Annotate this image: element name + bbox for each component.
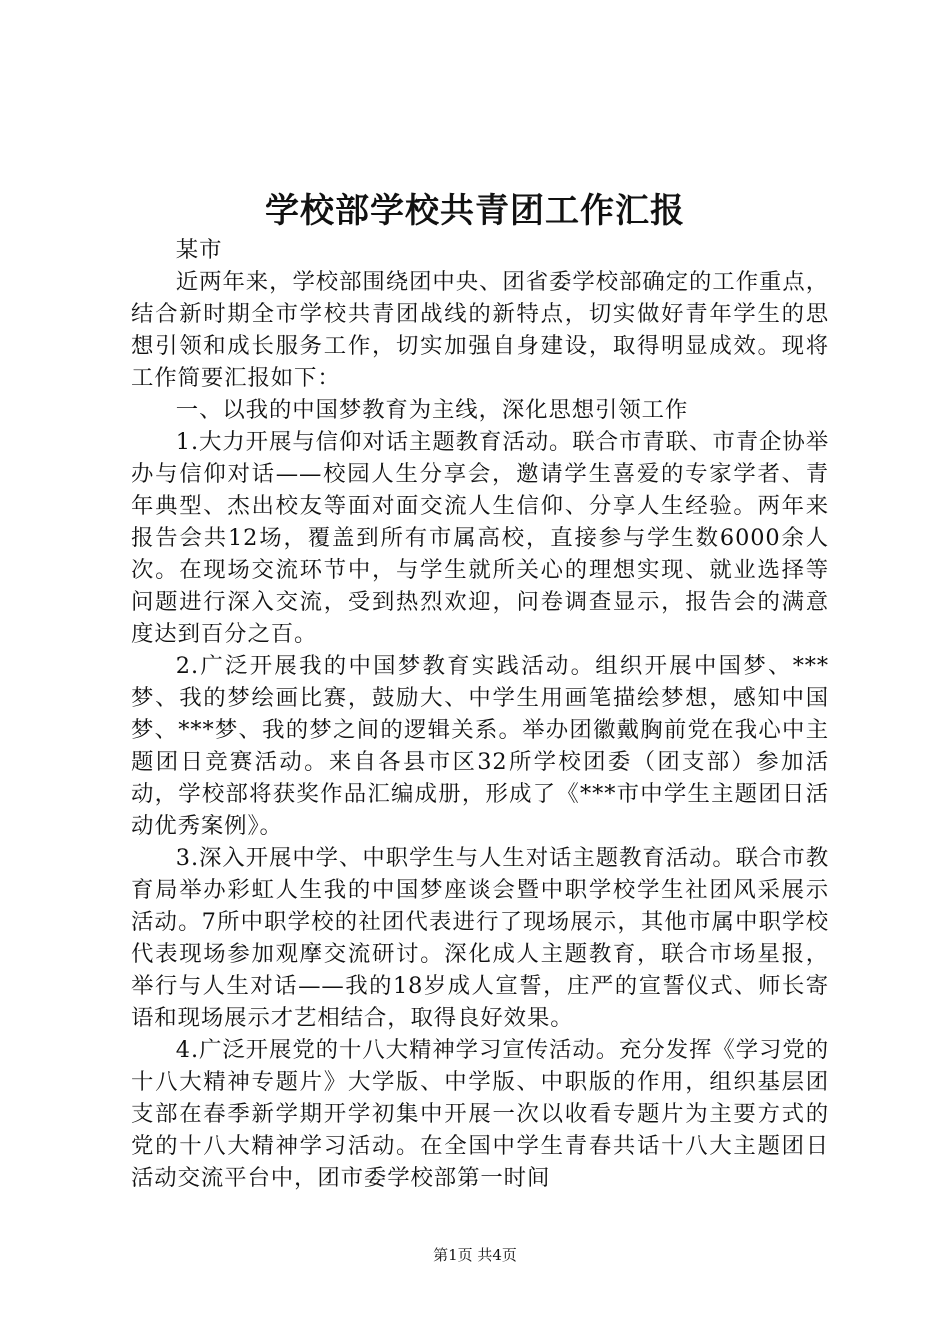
paragraph-intro: 近两年来，学校部围绕团中央、团省委学校部确定的工作重点，结合新时期全市学校共青团战线的新特点，切实做好青年学生的思想引领和成长服务工作，切实加强自身建设，取得明显成效。现将工作简要汇报如下： xyxy=(131,269,829,391)
document-body xyxy=(131,234,829,1194)
paragraph-item-4: 4.广泛开展党的十八大精神学习宣传活动。充分发挥《学习党的十八大精神专题片》大学版、中学版、中职版的作用，组织基层团支部在春季新学期开学初集中开展一次以收看专题片为主要方式的党的十八大精神学习活动。在全国中学生青春共话十八大主题团日活动交流平台中，团市委学校部第一时间 xyxy=(131,1037,829,1191)
document-title: 学校部学校共青团工作汇报 xyxy=(265,191,685,231)
paragraph-city: 某市 xyxy=(175,237,223,263)
paragraph-item-2: 2.广泛开展我的中国梦教育实践活动。组织开展中国梦、***梦、我的梦绘画比赛，鼓励大、中学生用画笔描绘梦想，感知中国梦、***梦、我的梦之间的逻辑关系。举办团徽戴胸前党在我心中主题团日竞赛活动。来自各县市区32所学校团委（团支部）参加活动，学校部将获奖作品汇编成册，形成了《***市中学生主题团日活动优秀案例》。 xyxy=(131,653,829,839)
paragraph-item-1: 1.大力开展与信仰对话主题教育活动。联合市青联、市青企协举办与信仰对话——校园人生分享会，邀请学生喜爱的专家学者、青年典型、杰出校友等面对面交流人生信仰、分享人生经验。两年来报告会共12场，覆盖到所有市属高校，直接参与学生数6000余人次。在现场交流环节中，与学生就所关心的理想实现、就业选择等问题进行深入交流，受到热烈欢迎，问卷调查显示，报告会的满意度达到百分之百。 xyxy=(131,429,829,647)
page-indicator: 第1页 共4页 xyxy=(433,1246,517,1264)
section-heading-1: 一、以我的中国梦教育为主线，深化思想引领工作 xyxy=(175,397,689,423)
paragraph-item-3: 3.深入开展中学、中职学生与人生对话主题教育活动。联合市教育局举办彩虹人生我的中国梦座谈会暨中职学校学生社团风采展示活动。7所中职学校的社团代表进行了现场展示，其他市属中职学校代表现场参加观摩交流研讨。深化成人主题教育，联合市场星报，举行与人生对话——我的18岁成人宣誓，庄严的宣誓仪式、师长寄语和现场展示才艺相结合，取得良好效果。 xyxy=(131,845,829,1031)
